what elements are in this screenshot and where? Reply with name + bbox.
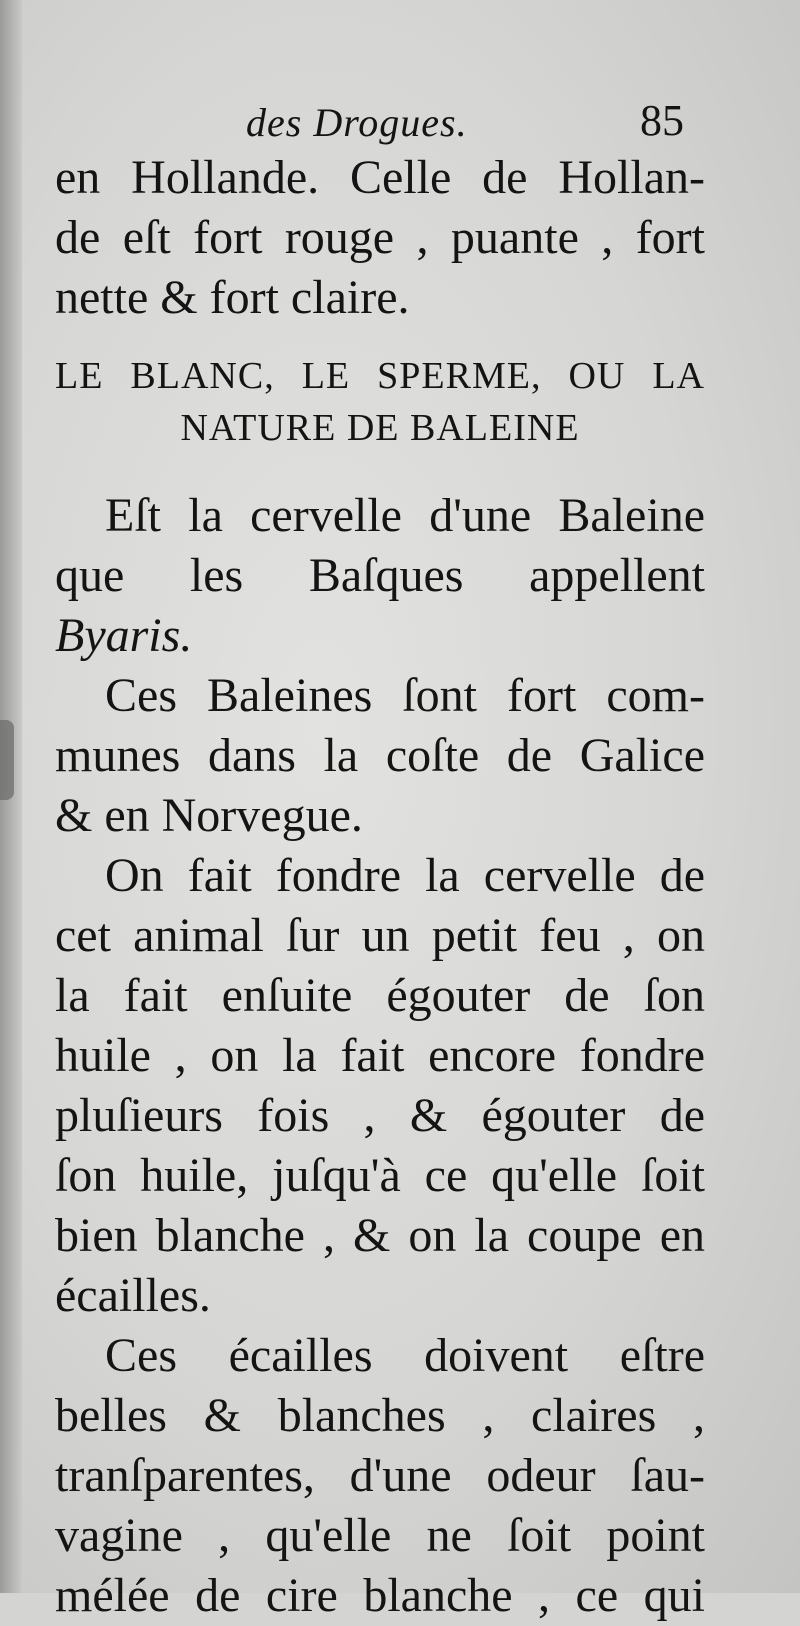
text-line: ſon huile, juſqu'à ce qu'elle ſoit (55, 1149, 705, 1202)
text-line: nette & fort claire. (55, 271, 410, 324)
text-line: en Hollande. Celle de Hollan- (55, 151, 705, 204)
text-line: belles & blanches , claires , (55, 1389, 705, 1442)
text-line: bien blanche , & on la coupe en (55, 1209, 705, 1262)
page-header (0, 95, 800, 155)
page-stain (0, 720, 14, 800)
text-line: pluſieurs fois , & égouter de (55, 1089, 705, 1142)
section-heading: NATURE DE BALEINE (180, 407, 580, 449)
text-line: Eſt la cervelle d'une Baleine (105, 489, 705, 542)
text-line: de eſt fort rouge , puante , fort (55, 211, 705, 264)
text-line: écailles. (55, 1269, 211, 1322)
text-line: tranſparentes, d'une odeur ſau- (55, 1449, 705, 1502)
text-line: huile , on la fait encore fondre (55, 1029, 705, 1082)
text-line: vagine , qu'elle ne ſoit point (55, 1509, 705, 1562)
text-line: On fait fondre la cervelle de (105, 849, 705, 902)
running-title: des Drogues. (246, 100, 468, 145)
text-line: & en Norvegue. (55, 789, 363, 842)
section-heading: LE BLANC, LE SPERME, OU LA (55, 355, 705, 397)
text-line: la fait enſuite égouter de ſon (55, 969, 705, 1022)
text-line: cet animal ſur un petit feu , on (55, 909, 705, 962)
text-line: mélée de cire blanche , ce qui (55, 1569, 705, 1622)
page-number: 85 (640, 96, 684, 145)
text-line: Ces Baleines ſont fort com- (105, 669, 705, 722)
text-line: munes dans la coſte de Galice (55, 729, 705, 782)
text-line: Byaris. (55, 609, 193, 662)
text-line: que les Baſques appellent (55, 549, 705, 602)
body-text (55, 148, 705, 1626)
text-line: Ces écailles doivent eſtre (105, 1329, 705, 1382)
